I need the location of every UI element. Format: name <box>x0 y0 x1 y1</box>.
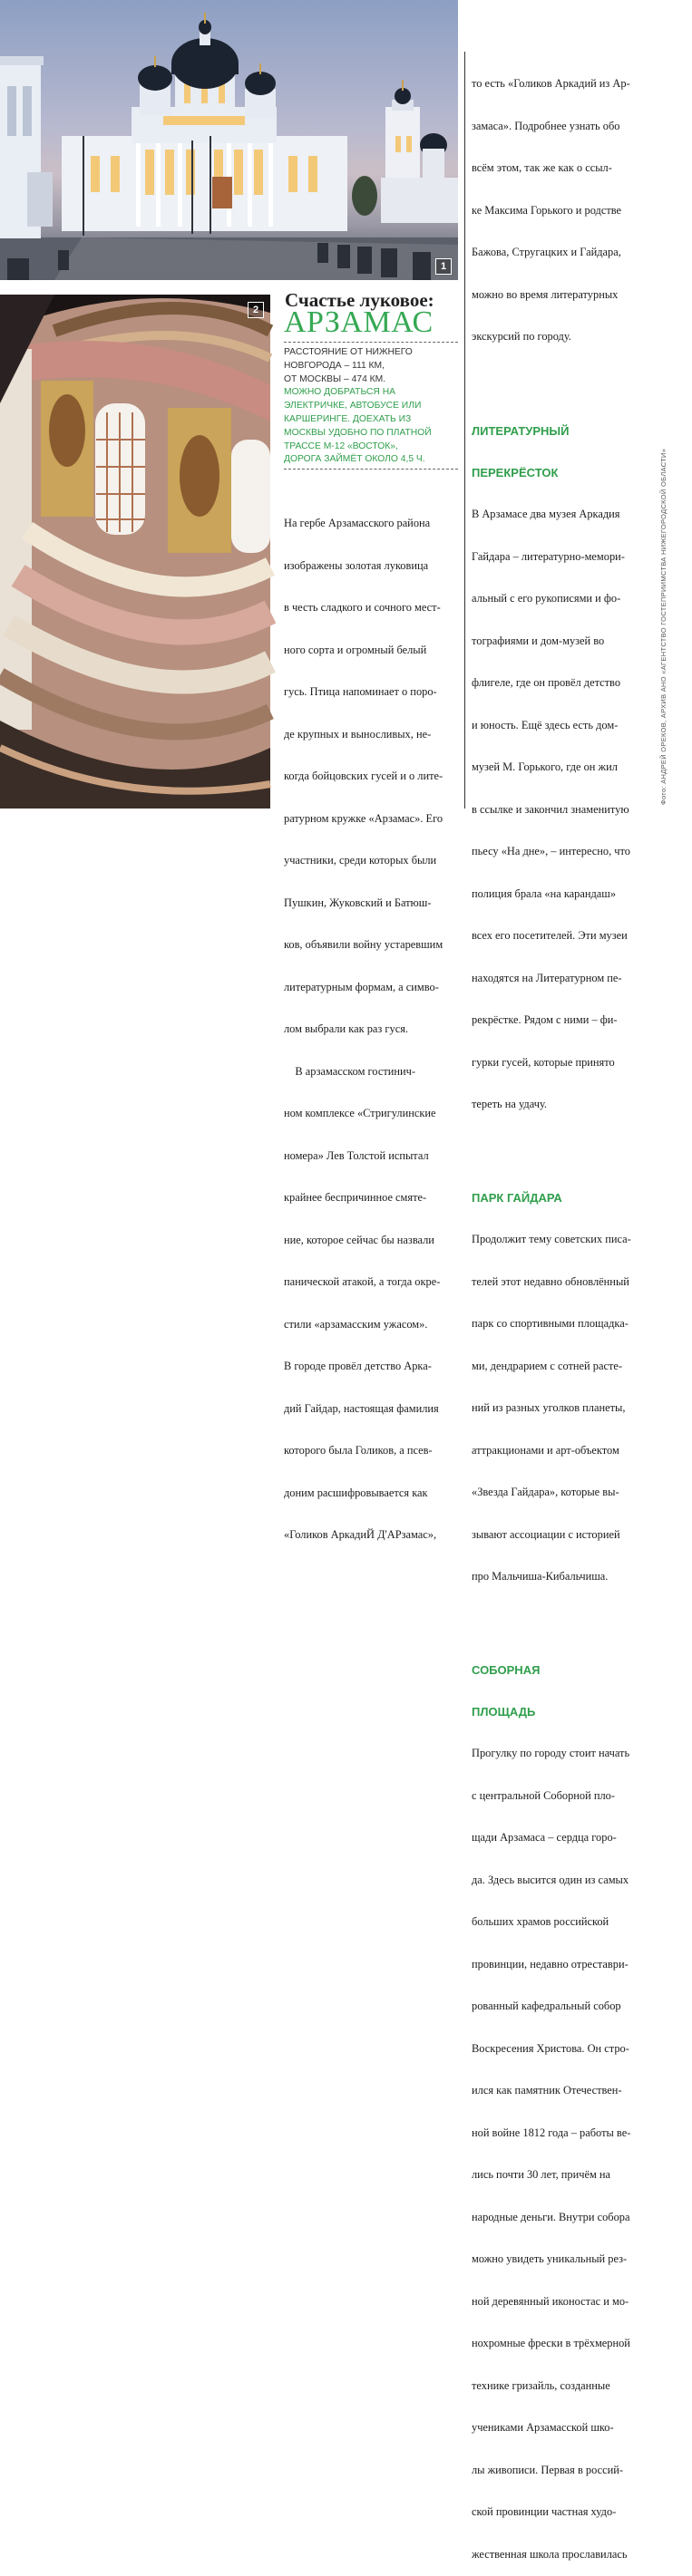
body-line: технике гризайль, созданные <box>472 2378 610 2392</box>
transport-line: ТРАССЕ М-12 «ВОСТОК», <box>284 441 398 451</box>
body-line: пьесу «На дне», – интересно, что <box>472 845 630 857</box>
body-line: де крупных и выносливых, не- <box>284 727 432 741</box>
article-column-middle <box>284 489 465 1556</box>
transport-line: КАРШЕРИНГЕ. ДОЕХАТЬ ИЗ <box>284 413 412 424</box>
body-line: ний из разных уголков планеты, <box>472 1401 626 1414</box>
distance-line: ОТ МОСКВЫ – 474 КМ. <box>284 373 386 384</box>
photo-number-badge: 2 <box>248 302 264 318</box>
body-line: тографиями и дом-музей во <box>472 634 605 647</box>
cathedral-illustration <box>0 0 458 280</box>
section-heading: ПЛОЩАДЬ <box>472 1705 536 1719</box>
body-line: изображены золотая луковица <box>284 558 429 572</box>
body-line: можно во время литературных <box>472 287 619 301</box>
body-line: литературным формам, а симво- <box>284 980 439 993</box>
body-line: ке Максима Горького и родстве <box>472 203 622 217</box>
body-line: «Голиков АркадиЙ Д'АРзамас», <box>284 1528 437 1541</box>
body-line: лись почти 30 лет, причём на <box>472 2168 611 2181</box>
distance-line: НОВГОРОДА – 111 КМ, <box>284 360 385 371</box>
distance-line: РАССТОЯНИЕ ОТ НИЖНЕГО <box>284 347 413 357</box>
body-line: участники, среди которых были <box>284 854 437 867</box>
body-line: с центральной Соборной пло- <box>472 1788 615 1802</box>
transport-line: ДОРОГА ЗАЙМЁТ ОКОЛО 4,5 Ч. <box>284 454 425 465</box>
transport-line: МОСКВЫ УДОБНО ПО ПЛАТНОЙ <box>284 427 432 438</box>
transport-line: МОЖНО ДОБРАТЬСЯ НА <box>284 387 396 398</box>
body-line: всех его посетителей. Эти музеи <box>472 929 628 942</box>
column-divider <box>464 52 465 809</box>
body-line: жественная школа прославилась <box>472 2547 628 2561</box>
body-line: учениками Арзамасской шко- <box>472 2421 614 2434</box>
body-line: музей М. Горького, где он жил <box>472 760 618 773</box>
body-line: замаса». Подробнее узнать обо <box>472 119 620 132</box>
body-line: дий Гайдар, настоящая фамилия <box>284 1401 439 1415</box>
body-line: всём этом, так же как о ссыл- <box>472 161 612 174</box>
body-line: в ссылке и закончил знаменитую <box>472 802 629 816</box>
body-line: ном комплексе «Стригулинские <box>284 1107 436 1119</box>
body-line: ков, объявили войну устаревшим <box>284 938 443 951</box>
body-line: аттракционами и арт-объектом <box>472 1443 619 1457</box>
body-line: больших храмов российской <box>472 1915 609 1928</box>
title-kicker: Счастье луковое: <box>285 289 434 311</box>
cathedral-photo <box>0 0 458 280</box>
body-line: парк со спортивными площадка- <box>472 1317 629 1330</box>
body-line: то есть «Голиков Аркадий из Ар- <box>472 77 630 90</box>
transport-line: ЭЛЕКТРИЧКЕ, АВТОБУСЕ ИЛИ <box>284 401 422 412</box>
body-line: ного сорта и огромный белый <box>284 643 427 656</box>
body-line: крайнее беспричинное смяте- <box>284 1191 427 1204</box>
body-line: ми, дендрарием с сотней расте- <box>472 1359 623 1372</box>
body-line: находятся на Литературном пе- <box>472 971 622 984</box>
body-line: панической атакой, а тогда окре- <box>284 1275 441 1288</box>
body-line: «Звезда Гайдара», которые вы- <box>472 1486 619 1498</box>
body-line: ной войне 1812 года – работы ве- <box>472 2126 631 2139</box>
body-line: можно увидеть уникальный рез- <box>472 2252 628 2265</box>
body-line: В Арзамасе два музея Аркадия <box>472 508 620 520</box>
body-line: лом выбрали как раз гуся. <box>284 1022 408 1035</box>
body-line: ился как памятник Отечествен- <box>472 2084 622 2097</box>
body-line: Прогулку по городу стоит начать <box>472 1747 630 1759</box>
body-line: лы живописи. Первая в россий- <box>472 2463 624 2476</box>
body-line: нохромные фрески в трёхмерной <box>472 2337 630 2349</box>
body-line: ратурном кружке «Арзамас». Его <box>284 811 443 825</box>
body-line: На гербе Арзамасского района <box>284 517 431 529</box>
dome-interior-illustration <box>0 295 270 809</box>
travel-info <box>284 346 461 467</box>
body-line: экскурсий по городу. <box>472 330 571 343</box>
body-line: телей этот недавно обновлённый <box>472 1274 629 1288</box>
body-line: доним расшифровывается как <box>284 1486 428 1499</box>
photo-credit: Фото: АНДРЕЙ ОРЕКОВ, АРХИВ АНО «АГЕНТСТВО ГОСТЕПРИИМСТВА НИЖЕГОРОДСКОЙ ОБЛАСТИ» <box>659 448 668 805</box>
body-line: полиция брала «на карандаш» <box>472 886 617 900</box>
section-heading: ЛИТЕРАТУРНЫЙ <box>472 424 570 438</box>
body-line: щади Арзамаса – сердца горо- <box>472 1831 617 1844</box>
body-line: рованный кафедральный собор <box>472 2000 621 2012</box>
body-line: флигеле, где он провёл детство <box>472 676 621 689</box>
body-line: Пушкин, Жуковский и Батюш- <box>284 896 432 909</box>
body-line: в честь сладкого и сочного мест- <box>284 601 441 614</box>
body-line: зывают ассоциации с историей <box>472 1527 620 1541</box>
body-line: номера» Лев Толстой испытал <box>284 1148 429 1162</box>
body-line: Воскресения Христова. Он стро- <box>472 2041 629 2055</box>
body-line: Продолжит тему советских писа- <box>472 1233 631 1245</box>
body-line: тереть на удачу. <box>472 1098 548 1110</box>
body-line: ние, которое сейчас бы назвали <box>284 1233 434 1246</box>
body-line: гурки гусей, которые принято <box>472 1055 615 1069</box>
body-line: рекрёстке. Рядом с ними – фи- <box>472 1013 618 1026</box>
divider-line <box>284 469 458 470</box>
body-line: когда бойцовских гусей и о лите- <box>284 770 443 782</box>
body-line: ской провинции частная худо- <box>472 2505 617 2518</box>
dome-interior-photo <box>0 295 270 809</box>
section-heading: ПЕРЕКРЁСТОК <box>472 466 559 479</box>
divider-line <box>284 342 458 343</box>
body-line: и юность. Ещё здесь есть дом- <box>472 718 619 731</box>
body-line: ной деревянный иконостас и мо- <box>472 2294 629 2308</box>
body-line: стили «арзамасским ужасом». <box>284 1317 428 1331</box>
section-heading: ПАРК ГАЙДАРА <box>472 1191 562 1205</box>
photo-number-badge: 1 <box>435 258 452 275</box>
body-line: которого была Голиков, а псев- <box>284 1444 433 1457</box>
body-line: В арзамасском гостинич- <box>284 1064 415 1078</box>
city-title: АРЗАМАС <box>284 305 434 339</box>
body-line: про Мальчиша-Кибальчиша. <box>472 1570 609 1583</box>
body-line: Бажова, Стругацких и Гайдара, <box>472 246 621 258</box>
section-heading: СОБОРНАЯ <box>472 1663 541 1677</box>
body-line: да. Здесь высится один из самых <box>472 1873 629 1886</box>
body-line: народные деньги. Внутри собора <box>472 2210 630 2223</box>
body-line: гусь. Птица напоминает о поро- <box>284 685 437 698</box>
body-line: альный с его рукописями и фо- <box>472 592 621 605</box>
body-line: Гайдара – литературно-мемори- <box>472 549 625 563</box>
article-column-right <box>472 49 656 2576</box>
body-line: В городе провёл детство Арка- <box>284 1360 432 1372</box>
body-line: провинции, недавно отреставри- <box>472 1957 629 1971</box>
